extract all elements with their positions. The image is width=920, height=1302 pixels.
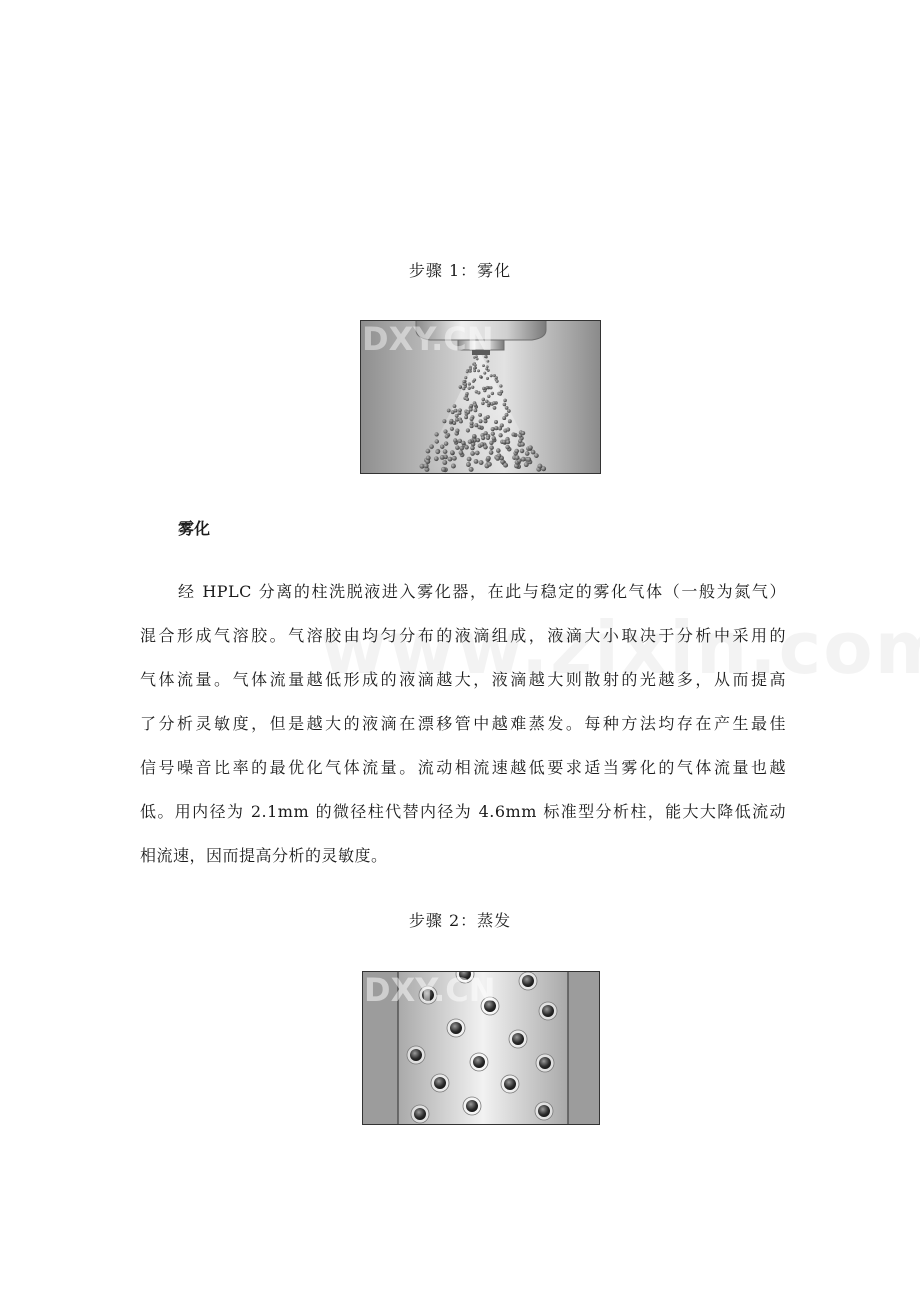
spray-droplet [442,419,446,423]
evaporating-droplet [542,1005,554,1017]
spray-droplet [469,368,472,371]
spray-droplet [443,429,447,433]
spray-droplet [484,431,488,435]
paragraph-line: 低。用内径为 2.1mm 的微径柱代替内径为 4.6mm 标准型分析柱，能大大降低流动 [140,802,786,821]
spray-droplet [520,442,524,446]
spray-droplet [493,406,497,410]
spray-droplet [479,375,482,378]
spray-droplet [528,445,533,450]
spray-droplet [472,434,476,438]
spray-droplet [474,364,477,367]
spray-droplet [459,419,463,423]
spray-droplet [474,423,478,427]
paragraph-line: 气体流量。气体流量越低形成的液滴越大，液滴越大则散射的光越多，从而提高 [140,670,786,689]
spray-droplet [531,450,536,455]
spray-droplet [450,427,454,431]
spray-droplet [466,462,471,467]
spray-droplet [491,432,495,436]
spray-droplet [435,449,440,454]
spray-droplet [492,401,496,405]
spray-droplet [453,404,457,408]
evaporating-droplet [538,1105,550,1117]
spray-droplet [426,449,431,454]
spray-droplet [459,450,464,455]
drift-tube-droplets-icon [362,971,600,1125]
spray-droplet [450,450,455,455]
spray-droplet [515,455,520,460]
spray-droplet [489,445,494,450]
spray-droplet [444,441,448,445]
spray-droplet [491,427,495,431]
spray-droplet [445,434,449,438]
spray-droplet [464,415,468,419]
spray-droplet [477,391,480,394]
spray-droplet [495,376,498,379]
evaporating-droplet [434,1077,446,1089]
evaporating-droplet [450,1022,462,1034]
spray-droplet [450,419,454,423]
spray-droplet [503,399,507,403]
spray-droplet [473,367,476,370]
spray-droplet [486,436,490,440]
spray-droplet [487,360,490,363]
spray-droplet [508,419,512,423]
spray-droplet [490,374,493,377]
spray-droplet [447,409,451,413]
spray-droplet [502,416,506,420]
spray-droplet [481,436,485,440]
spray-droplet [505,445,510,450]
spray-droplet [473,403,477,407]
spray-droplet [500,423,504,427]
spray-droplet [466,397,470,401]
spray-droplet [464,383,467,386]
spray-droplet [482,398,486,402]
evaporating-droplet [522,975,534,987]
spray-droplet [505,413,509,417]
spray-droplet [478,413,482,417]
paragraph-line: 相流速，因而提高分析的灵敏度。 [140,846,388,865]
spray-droplet [443,449,448,454]
step1-caption: 步骤 1：雾化 [408,261,512,280]
spray-droplet [470,446,475,451]
spray-droplet [466,428,470,432]
spray-droplet [495,456,500,461]
spray-droplet [502,440,506,444]
evaporating-droplet [410,1049,422,1061]
spray-droplet [454,409,458,413]
section-heading: 雾化 [178,519,211,538]
spray-droplet [487,395,490,398]
spray-droplet [505,406,509,410]
spray-droplet [451,464,456,469]
spray-droplet [466,370,469,373]
spray-droplet [440,455,445,460]
spray-droplet [503,403,507,407]
spray-droplet [486,377,489,380]
spray-droplet [496,380,499,383]
spray-droplet [468,387,471,390]
spray-droplet [489,450,494,455]
nebulization-figure [360,320,601,474]
spray-droplet [434,432,438,436]
spray-droplet [494,426,498,430]
spray-droplet [526,457,531,462]
spray-droplet [537,464,542,469]
spray-droplet [524,462,529,467]
spray-droplet [481,402,485,406]
spray-droplet [484,416,488,420]
spray-droplet [464,376,467,379]
spray-droplet [469,408,473,412]
spray-droplet [459,446,464,451]
spray-droplet [468,440,472,444]
spray-droplet [494,420,498,424]
spray-droplet [506,440,510,444]
spray-droplet [473,369,476,372]
spray-droplet [470,421,474,425]
spray-droplet [489,441,493,445]
spray-droplet [442,460,447,465]
spray-droplet [467,457,472,462]
spray-droplet [525,451,530,456]
nebulizer-spray-icon [360,320,601,474]
evaporating-droplet [504,1078,516,1090]
evaporating-droplet [539,1057,551,1069]
spray-droplet [482,364,485,367]
spray-droplet [429,444,434,449]
spray-droplet [486,386,489,389]
spray-droplet [426,456,431,461]
spray-droplet [474,459,479,464]
evaporating-droplet [414,1108,426,1120]
spray-droplet [461,441,465,445]
spray-droplet [507,409,511,413]
spray-droplet [459,385,462,388]
spray-droplet [520,449,525,454]
spray-droplet [487,402,491,406]
evaporating-droplet [473,1056,485,1068]
spray-droplet [503,463,508,468]
spray-droplet [470,451,475,456]
spray-droplet [506,427,510,431]
spray-droplet [483,372,486,375]
spray-droplet [473,378,476,381]
evaporating-droplet [466,1100,478,1112]
spray-droplet [475,451,480,456]
spray-droplet [479,460,484,465]
spray-droplet [458,408,462,412]
spray-droplet [455,445,460,450]
spray-droplet [471,386,474,389]
spray-droplet [514,449,519,454]
spray-droplet [486,456,491,461]
spray-droplet [511,432,515,436]
spray-droplet [440,444,445,449]
spray-droplet [487,462,492,467]
spray-droplet [498,433,502,437]
spray-droplet [521,431,525,435]
spray-droplet [485,367,488,370]
spray-droplet [452,456,457,461]
spray-droplet [462,387,465,390]
spray-droplet [434,456,439,461]
paragraph-line: 信号噪音比率的最优化气体流量。流动相流速越低要求适当雾化的气体流量也越 [140,758,786,777]
spray-droplet [465,392,468,395]
spray-droplet [464,445,469,450]
spray-droplet [482,387,485,390]
spray-droplet [441,467,446,472]
spray-droplet [469,467,474,472]
spray-droplet [474,409,478,413]
spray-droplet [480,442,484,446]
step2-caption: 步骤 2：蒸发 [408,911,512,930]
spray-droplet [455,429,459,433]
spray-droplet [499,384,502,387]
spray-droplet [453,438,457,442]
evaporating-droplet [512,1033,524,1045]
spray-droplet [462,380,465,383]
spray-droplet [492,436,496,440]
spray-droplet [496,448,501,453]
spray-droplet [521,457,526,462]
spray-droplet [470,417,474,421]
figure1-watermark: DXY.CN [362,320,494,358]
spray-droplet [499,392,502,395]
spray-droplet [435,439,439,443]
spray-droplet [476,358,479,361]
paragraph-line: 了分析灵敏度，但是越大的液滴在漂移管中越难蒸发。每种方法均存在产生最佳 [140,714,786,733]
spray-droplet [455,414,459,418]
paragraph-line: 经 HPLC 分离的柱洗脱液进入雾化器，在此与稳定的雾化气体（一般为氮气） [178,582,786,601]
spray-droplet [448,457,453,462]
figure2-watermark: DXY.CN [364,971,496,1009]
spray-droplet [424,463,429,468]
spray-droplet [477,369,480,372]
spray-droplet [534,453,539,458]
evaporation-figure [362,971,600,1125]
spray-droplet [479,419,483,423]
spray-droplet [469,404,473,408]
spray-droplet [491,392,494,395]
paragraph-line: 混合形成气溶胶。气溶胶由均匀分布的液滴组成，液滴大小取决于分析中采用的 [140,626,786,645]
spray-droplet [468,382,471,385]
